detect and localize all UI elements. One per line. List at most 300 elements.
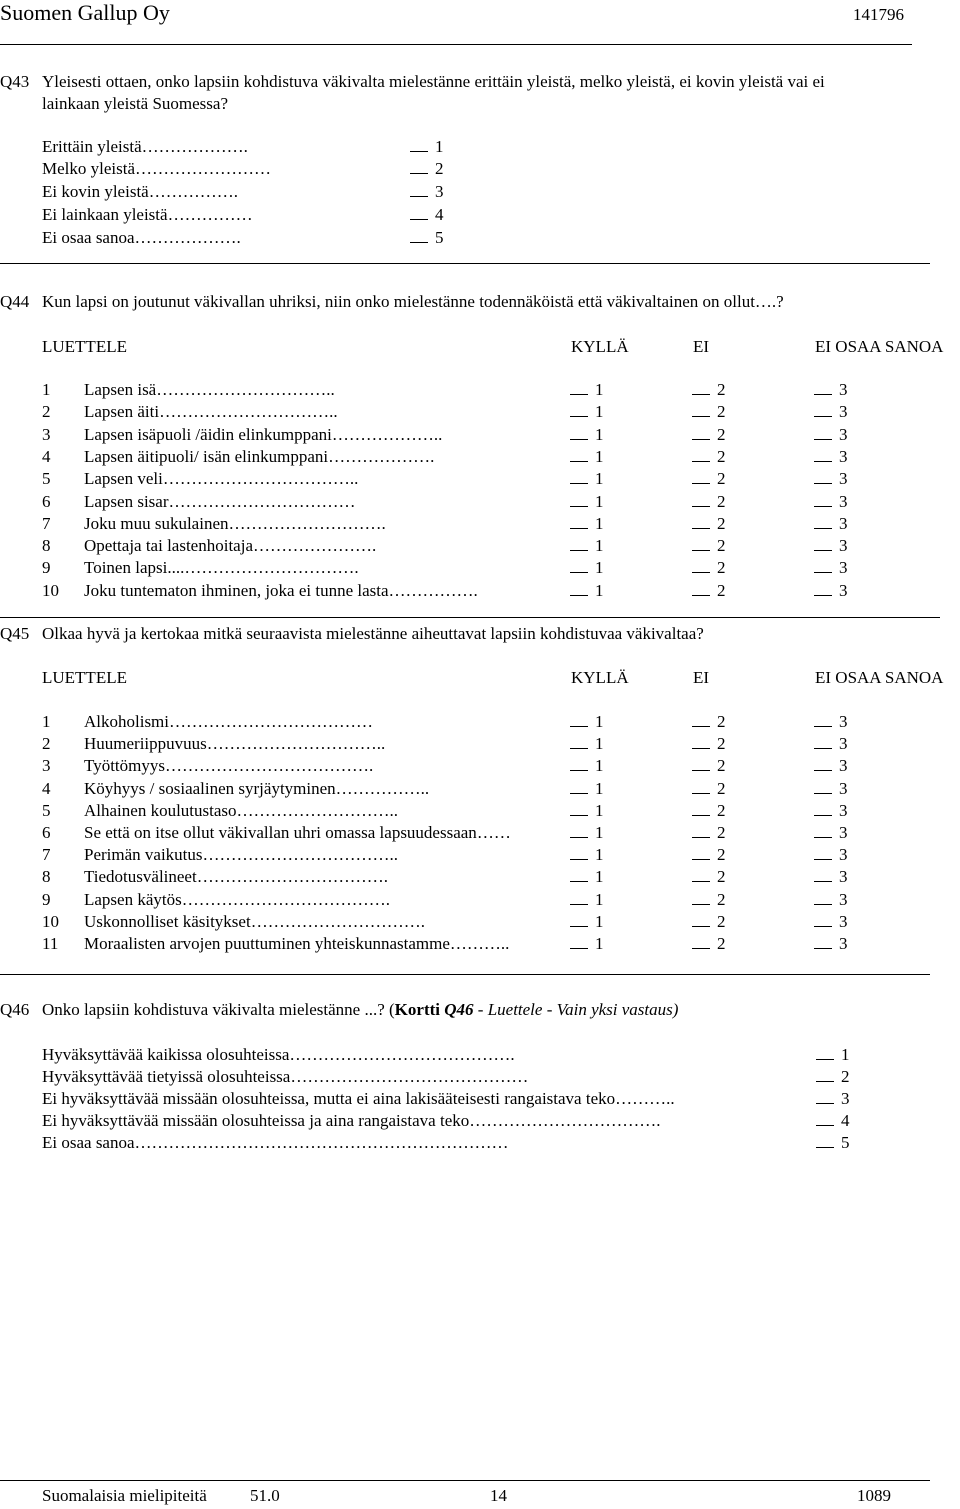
row-label: Lapsen veli [84, 469, 163, 489]
answer-blank[interactable] [692, 780, 710, 794]
answer-blank[interactable] [570, 582, 588, 596]
answer-option-3[interactable] [814, 492, 848, 512]
answer-blank[interactable] [570, 426, 588, 440]
answer-option-2[interactable] [692, 514, 726, 534]
answer-option[interactable] [816, 1045, 850, 1065]
answer-option-1[interactable] [570, 536, 604, 556]
row-text [84, 492, 356, 512]
answer-blank[interactable] [814, 713, 832, 727]
answer-code: 2 [841, 1067, 850, 1086]
answer-option-2[interactable] [692, 581, 726, 601]
answer-option-1[interactable] [570, 845, 604, 865]
answer-option-2[interactable] [692, 779, 726, 799]
answer-code: 3 [839, 424, 848, 444]
answer-blank[interactable] [692, 493, 710, 507]
answer-option-3[interactable] [814, 867, 848, 887]
row-dots: ………………………….. [206, 734, 386, 754]
row-label: Uskonnolliset käsitykset [84, 911, 251, 931]
row-number: 4 [42, 778, 51, 798]
answer-code: 1 [595, 800, 604, 820]
answer-option-3[interactable] [814, 425, 848, 445]
answer-option-2[interactable] [692, 492, 726, 512]
answer-code: 4 [841, 1111, 850, 1130]
answer-blank[interactable] [692, 824, 710, 838]
answer-option-3[interactable] [814, 912, 848, 932]
q43-option [0, 159, 960, 181]
answer-blank[interactable] [410, 206, 428, 220]
answer-blank[interactable] [814, 403, 832, 417]
answer-code: 3 [839, 911, 848, 931]
answer-blank[interactable] [692, 868, 710, 882]
q43-option [0, 228, 960, 250]
answer-code: 3 [839, 800, 848, 820]
answer-blank[interactable] [570, 802, 588, 816]
row-number: 1 [42, 380, 51, 399]
answer-blank[interactable] [692, 735, 710, 749]
row-number: 3 [42, 424, 51, 444]
answer-blank[interactable] [692, 537, 710, 551]
answer-option-2[interactable] [692, 845, 726, 865]
q44-row [0, 469, 960, 491]
answer-code: 1 [841, 1045, 850, 1064]
answer-option-1[interactable] [570, 779, 604, 799]
answer-code: 1 [595, 867, 604, 887]
answer-option-1[interactable] [570, 380, 604, 400]
row-dots: ……….. [449, 934, 510, 953]
q46-option [0, 1067, 960, 1089]
answer-code: 5 [841, 1133, 850, 1152]
answer-option-1[interactable] [570, 402, 604, 422]
option-text [42, 1089, 675, 1109]
answer-code: 3 [839, 756, 848, 776]
answer-option-3[interactable] [814, 514, 848, 534]
answer-code: 3 [839, 580, 848, 600]
row-dots: …………………………. [250, 911, 425, 931]
row-number: 10 [42, 580, 59, 600]
answer-blank[interactable] [570, 470, 588, 484]
answer-blank[interactable] [692, 913, 710, 927]
answer-blank[interactable] [692, 891, 710, 905]
answer-blank[interactable] [570, 780, 588, 794]
answer-blank[interactable] [410, 229, 428, 243]
answer-code: 2 [717, 823, 726, 842]
answer-option-2[interactable] [692, 867, 726, 887]
answer-code: 2 [717, 558, 726, 578]
row-number: 8 [42, 536, 51, 556]
answer-option[interactable] [410, 137, 444, 157]
answer-option[interactable] [816, 1111, 850, 1131]
row-dots: ……………….. [331, 424, 443, 444]
answer-blank[interactable] [814, 493, 832, 507]
q43-text-line1: Yleisesti ottaen, onko lapsiin kohdistuva väkivalta mielestänne erittäin yleistä, melko yleistä, ei kovin yleistä vai ei [42, 72, 825, 91]
option-text [42, 159, 271, 179]
q45-number: Q45 [0, 624, 30, 643]
q45-row [0, 845, 960, 867]
answer-option-1[interactable] [570, 469, 604, 489]
answer-blank[interactable] [692, 448, 710, 462]
answer-blank[interactable] [570, 403, 588, 417]
answer-option-1[interactable] [570, 581, 604, 601]
option-dots: ………………………………………………………… [134, 1133, 509, 1152]
footer-page: 14 [490, 1486, 507, 1505]
row-label: Alkoholismi [84, 712, 170, 731]
answer-blank[interactable] [692, 935, 710, 949]
row-dots: …………………………….. [162, 469, 359, 489]
option-dots: ………………. [134, 228, 241, 247]
row-text [84, 425, 442, 445]
answer-blank[interactable] [570, 448, 588, 462]
answer-option-2[interactable] [692, 402, 726, 422]
row-text [84, 558, 359, 578]
option-dots: ……………. [148, 182, 238, 201]
row-text [84, 734, 385, 754]
answer-blank[interactable] [692, 515, 710, 529]
answer-code: 1 [595, 756, 604, 776]
footer-version: 51.0 [250, 1486, 280, 1505]
answer-option-2[interactable] [692, 890, 726, 910]
answer-option-3[interactable] [814, 823, 848, 843]
row-label: Perimän vaikutus [84, 845, 203, 865]
answer-blank[interactable] [816, 1068, 834, 1082]
answer-code: 3 [839, 380, 848, 399]
answer-blank[interactable] [570, 913, 588, 927]
q45-row [0, 823, 960, 845]
answer-blank[interactable] [692, 713, 710, 727]
answer-option-1[interactable] [570, 558, 604, 578]
answer-blank[interactable] [570, 824, 588, 838]
answer-option-1[interactable] [570, 801, 604, 821]
option-label: Erittäin yleistä [42, 137, 142, 156]
answer-code: 1 [595, 491, 604, 511]
answer-code: 1 [595, 778, 604, 798]
answer-option-3[interactable] [814, 934, 848, 954]
answer-option[interactable] [410, 205, 444, 225]
answer-code: 2 [717, 756, 726, 776]
answer-code: 1 [595, 823, 604, 842]
answer-code: 3 [839, 536, 848, 556]
option-text [42, 1111, 660, 1131]
q44-header-yes: KYLLÄ [571, 337, 629, 356]
answer-option-1[interactable] [570, 712, 604, 732]
row-dots: ………………………….. [159, 402, 338, 422]
footer-title: Suomalaisia mielipiteitä [42, 1486, 207, 1505]
q44-row [0, 447, 960, 469]
row-text [84, 402, 338, 422]
q45-row [0, 712, 960, 734]
option-dots: ……………………………. [469, 1111, 661, 1130]
row-number: 6 [42, 823, 51, 842]
answer-option-2[interactable] [692, 801, 726, 821]
answer-blank[interactable] [814, 868, 832, 882]
answer-option-3[interactable] [814, 469, 848, 489]
answer-blank[interactable] [814, 935, 832, 949]
answer-code: 1 [595, 469, 604, 489]
answer-code: 3 [839, 889, 848, 909]
answer-option-2[interactable] [692, 380, 726, 400]
answer-blank[interactable] [814, 559, 832, 573]
q44-divider [0, 617, 940, 618]
row-label: Lapsen äiti [84, 402, 160, 422]
answer-code: 1 [595, 402, 604, 422]
answer-code: 2 [717, 513, 726, 533]
option-text [42, 1045, 515, 1065]
answer-option[interactable] [410, 182, 444, 202]
q43-option [0, 182, 960, 204]
answer-option-2[interactable] [692, 447, 726, 467]
answer-option-3[interactable] [814, 712, 848, 732]
answer-option-1[interactable] [570, 756, 604, 776]
answer-option-2[interactable] [692, 469, 726, 489]
answer-option[interactable] [410, 228, 444, 248]
q45-row [0, 779, 960, 801]
answer-blank[interactable] [814, 426, 832, 440]
answer-blank[interactable] [814, 846, 832, 860]
row-number: 2 [42, 402, 51, 422]
q43-option [0, 205, 960, 227]
option-text [42, 228, 241, 248]
answer-option[interactable] [410, 159, 444, 179]
row-number: 3 [42, 756, 51, 776]
q43-divider [0, 263, 930, 264]
q46-option [0, 1133, 960, 1155]
q45-row [0, 756, 960, 778]
option-dots: …………………… [135, 159, 272, 178]
answer-code: 2 [717, 934, 726, 953]
row-number: 6 [42, 491, 51, 511]
answer-option-1[interactable] [570, 823, 604, 843]
answer-blank[interactable] [410, 138, 428, 152]
answer-code: 3 [839, 469, 848, 489]
answer-blank[interactable] [410, 183, 428, 197]
row-label: Lapsen sisar [84, 491, 169, 511]
answer-blank[interactable] [692, 846, 710, 860]
answer-blank[interactable] [692, 582, 710, 596]
answer-blank[interactable] [570, 537, 588, 551]
option-text [42, 205, 253, 225]
row-number: 8 [42, 867, 51, 887]
answer-option-3[interactable] [814, 890, 848, 910]
row-dots: ………………………. [228, 513, 386, 533]
answer-code: 1 [595, 446, 604, 466]
answer-blank[interactable] [814, 780, 832, 794]
answer-blank[interactable] [814, 448, 832, 462]
q44-row [0, 514, 960, 536]
answer-blank[interactable] [570, 381, 588, 395]
q44-row [0, 581, 960, 603]
answer-code: 5 [435, 228, 444, 247]
answer-code: 1 [595, 889, 604, 909]
answer-code: 1 [595, 845, 604, 865]
answer-blank[interactable] [692, 559, 710, 573]
q46-option [0, 1045, 960, 1067]
answer-option-1[interactable] [570, 890, 604, 910]
answer-blank[interactable] [814, 735, 832, 749]
q44-row [0, 425, 960, 447]
answer-code: 2 [435, 159, 444, 178]
row-text [84, 469, 358, 489]
option-label: Melko yleistä [42, 159, 136, 178]
q46-number: Q46 [0, 1000, 30, 1019]
answer-option-3[interactable] [814, 380, 848, 400]
row-dots: ………………………………. [164, 756, 374, 776]
answer-blank[interactable] [814, 537, 832, 551]
answer-option-1[interactable] [570, 867, 604, 887]
option-text [42, 182, 238, 202]
answer-code: 2 [717, 380, 726, 399]
answer-option-3[interactable] [814, 581, 848, 601]
answer-option-3[interactable] [814, 779, 848, 799]
row-text [84, 779, 429, 799]
answer-option-3[interactable] [814, 402, 848, 422]
row-number: 9 [42, 558, 51, 578]
answer-option-2[interactable] [692, 712, 726, 732]
answer-option-1[interactable] [570, 447, 604, 467]
answer-option-3[interactable] [814, 558, 848, 578]
answer-code: 2 [717, 712, 726, 731]
row-dots: …………………………… [168, 491, 356, 511]
answer-option-2[interactable] [692, 823, 726, 843]
q44-row [0, 402, 960, 424]
answer-blank[interactable] [570, 559, 588, 573]
answer-blank[interactable] [570, 515, 588, 529]
answer-blank[interactable] [692, 802, 710, 816]
option-label: Ei hyväksyttävää missään olosuhteissa, mutta ei aina lakisääteisesti rangaistava teko [42, 1089, 616, 1108]
answer-blank[interactable] [814, 913, 832, 927]
row-dots: ……………………….. [236, 800, 399, 820]
answer-option-3[interactable] [814, 734, 848, 754]
answer-blank[interactable] [814, 891, 832, 905]
answer-option-3[interactable] [814, 801, 848, 821]
answer-blank[interactable] [570, 891, 588, 905]
row-dots: …………….. [335, 778, 430, 798]
answer-code: 2 [717, 889, 726, 909]
answer-code: 2 [717, 845, 726, 865]
row-number: 5 [42, 469, 51, 489]
row-text [84, 801, 398, 821]
answer-blank[interactable] [692, 757, 710, 771]
answer-option-3[interactable] [814, 845, 848, 865]
q44-header-dk: EI OSAA SANOA [815, 337, 944, 356]
answer-blank[interactable] [814, 802, 832, 816]
option-label: Ei osaa sanoa [42, 228, 135, 247]
answer-blank[interactable] [570, 846, 588, 860]
q44-text: Kun lapsi on joutunut väkivallan uhriksi, niin onko mielestänne todennäköistä että väkivaltainen on ollut….? [42, 292, 784, 311]
answer-blank[interactable] [570, 757, 588, 771]
option-dots: …………………………………. [289, 1045, 515, 1064]
row-label: Lapsen äitipuoli/ isän elinkumppani [84, 446, 329, 466]
answer-option-3[interactable] [814, 447, 848, 467]
answer-code: 2 [717, 536, 726, 556]
answer-code: 3 [841, 1089, 850, 1108]
row-text [84, 514, 386, 534]
answer-blank[interactable] [570, 935, 588, 949]
survey-code: 141796 [853, 5, 904, 24]
answer-blank[interactable] [692, 426, 710, 440]
answer-blank[interactable] [814, 470, 832, 484]
row-label: Huumeriippuvuus [84, 734, 207, 754]
answer-option[interactable] [816, 1067, 850, 1087]
q43-text-line2: lainkaan yleistä Suomessa? [42, 94, 229, 113]
answer-blank[interactable] [570, 868, 588, 882]
option-dots: ………………. [141, 137, 248, 156]
row-label: Toinen lapsi [84, 558, 168, 578]
answer-option-3[interactable] [814, 536, 848, 556]
answer-option-3[interactable] [814, 756, 848, 776]
answer-option-2[interactable] [692, 934, 726, 954]
answer-blank[interactable] [816, 1112, 834, 1126]
option-dots: ……….. [615, 1089, 675, 1108]
q44-row [0, 492, 960, 514]
row-label: Työttömyys [84, 756, 165, 776]
answer-blank[interactable] [814, 381, 832, 395]
answer-option[interactable] [816, 1089, 850, 1109]
q45-row [0, 890, 960, 912]
answer-blank[interactable] [816, 1046, 834, 1060]
option-label: Ei osaa sanoa [42, 1133, 135, 1152]
answer-option-2[interactable] [692, 425, 726, 445]
answer-blank[interactable] [410, 160, 428, 174]
q46-option [0, 1089, 960, 1111]
answer-blank[interactable] [570, 713, 588, 727]
answer-code: 3 [839, 934, 848, 953]
answer-option-2[interactable] [692, 558, 726, 578]
q44-number: Q44 [0, 292, 30, 311]
answer-blank[interactable] [814, 757, 832, 771]
answer-option-2[interactable] [692, 536, 726, 556]
q46-text-italic: - Luettele - Vain yksi vastaus) [473, 1000, 679, 1019]
answer-option-2[interactable] [692, 734, 726, 754]
answer-code: 1 [595, 712, 604, 731]
answer-blank[interactable] [570, 735, 588, 749]
option-label: Ei kovin yleistä [42, 182, 149, 201]
answer-blank[interactable] [816, 1090, 834, 1104]
footer-divider [0, 1480, 930, 1481]
org-name: Suomen Gallup Oy [0, 0, 170, 25]
row-text [84, 380, 335, 400]
row-text [84, 890, 390, 910]
answer-option-1[interactable] [570, 934, 604, 954]
answer-blank[interactable] [692, 403, 710, 417]
q45-row [0, 801, 960, 823]
answer-option[interactable] [816, 1133, 850, 1153]
answer-blank[interactable] [814, 582, 832, 596]
answer-option-1[interactable] [570, 492, 604, 512]
answer-blank[interactable] [814, 824, 832, 838]
answer-option-2[interactable] [692, 912, 726, 932]
answer-option-1[interactable] [570, 514, 604, 534]
row-text [84, 447, 434, 467]
answer-blank[interactable] [816, 1134, 834, 1148]
answer-blank[interactable] [692, 381, 710, 395]
answer-code: 2 [717, 424, 726, 444]
answer-blank[interactable] [692, 470, 710, 484]
row-label: Opettaja tai lastenhoitaja [84, 536, 253, 556]
answer-blank[interactable] [570, 493, 588, 507]
answer-blank[interactable] [814, 515, 832, 529]
row-number: 4 [42, 446, 51, 466]
answer-code: 2 [717, 469, 726, 489]
answer-option-1[interactable] [570, 425, 604, 445]
answer-code: 3 [839, 867, 848, 887]
answer-option-2[interactable] [692, 756, 726, 776]
row-text [84, 912, 425, 932]
answer-option-1[interactable] [570, 912, 604, 932]
option-text [42, 1067, 528, 1087]
row-number: 5 [42, 800, 51, 820]
row-dots: ……………………………. [196, 867, 388, 887]
row-dots: ………………………………. [181, 889, 390, 909]
answer-option-1[interactable] [570, 734, 604, 754]
